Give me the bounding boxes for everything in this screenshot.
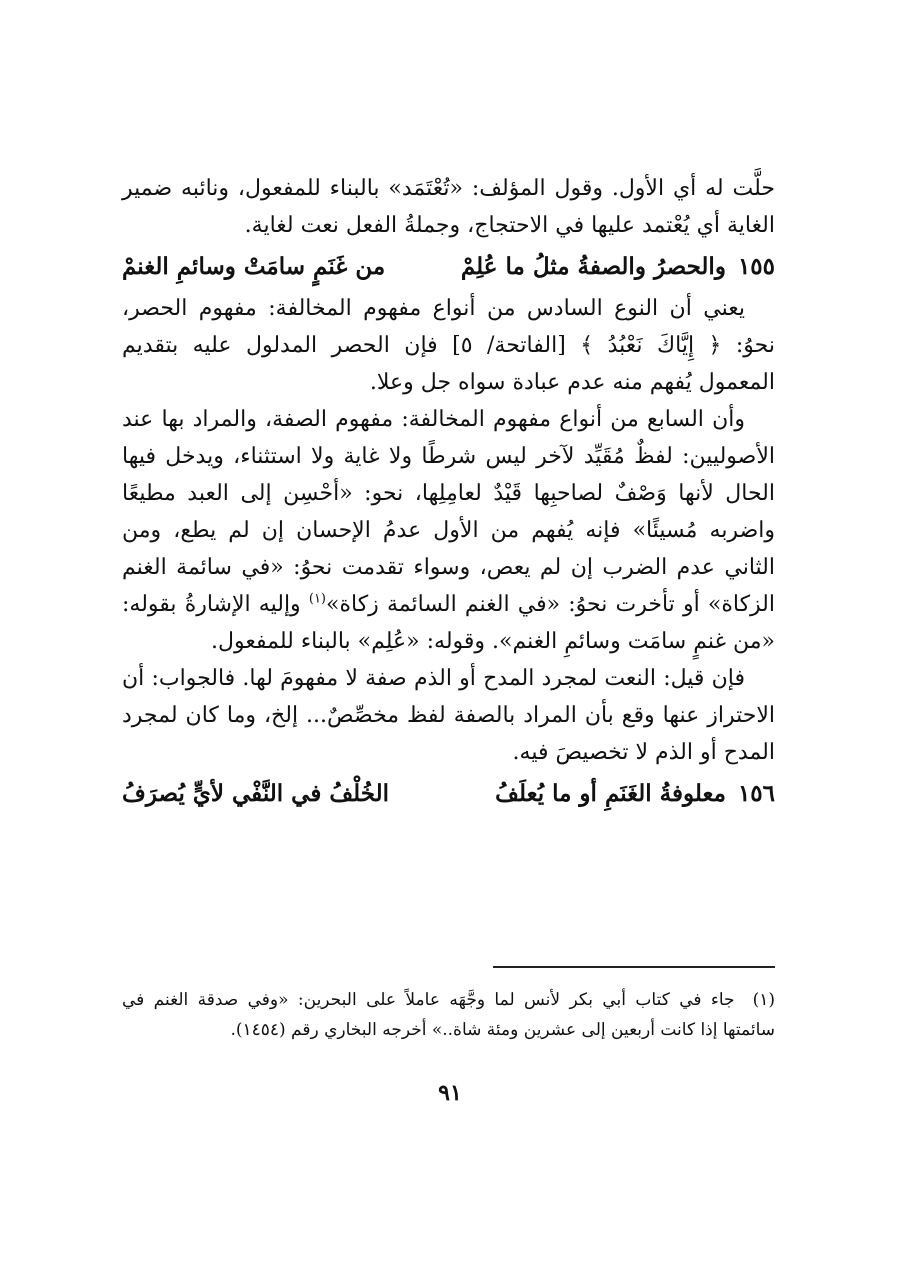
paragraph-sifa-part-2: وإليه الإشارةُ بقوله: «من غنمٍ سامَت وسائمِ الغنم». وقوله: «عُلِم» بالبناء للمفعول.	[122, 592, 775, 654]
verse-155	[122, 248, 775, 286]
verse-number-155: ١٥٥	[737, 253, 775, 280]
paragraph-sifa-part-1: وأن السابع من أنواع مفهوم المخالفة: مفهوم الصفة، والمراد بها عند الأصوليين: لفظٌ مُقَيِّد لآخر ليس شرطًا ولا غاية ولا استثناء، ويدخل فيها الحال لأنها وَصْفٌ لصاحبِها قَيْدٌ لعامِلِها، نحو: «أحْسِن إلى العبد مطيعًا واضربه مُسيئًا» فإنه يُفهم من الأول عدمُ الإحسان إن لم يطع، ومن الثاني عدم الضرب إن لم يعص، وسواء تقدمت نحوُ: «في سائمة الغنم الزكاة» أو تأخرت نحوُ: «في الغنم السائمة زكاة»	[122, 407, 775, 617]
verse-156-hemistich-1: معلوفةُ الغَنَمِ أو ما يُعلَفُ	[495, 780, 726, 807]
verse-156-hemistich-2: الخُلْفُ في النَّفْي لأيٍّ يُصرَفُ	[122, 780, 390, 807]
paragraph-commentary-1: حلَّت له أي الأول. وقول المؤلف: «تُعْتَمَد» بالبناء للمفعول، ونائبه ضمير الغاية أي يُعْتمد عليها في الاحتجاج، وجملةُ الفعل نعت لغاية.	[122, 176, 775, 238]
footnote-divider	[493, 966, 775, 968]
verse-155-hemistich-1: والحصرُ والصفةُ مثلُ ما عُلِمْ	[460, 253, 726, 280]
verse-155-hemistich-2: من غَنَمٍ سامَتْ وسائمِ الغنمْ	[122, 253, 386, 280]
verse-156-hemistichs	[122, 775, 726, 813]
paragraph-objection: فإن قيل: النعت لمجرد المدح أو الذم صفة لا مفهومَ لها. فالجواب: أن الاحتراز عنها وقع بأن المراد بالصفة لفظ مخصِّصٌ... إلخ، وما كان لمجرد المدح أو الذم لا تخصيصَ فيه.	[122, 666, 775, 765]
footnote-1-text: جاء في كتاب أبي بكر لأنس لما وجَّهَه عاملاً على البحرين: «وفي صدقة الغنم في سائمتها إذا كانت أربعين إلى عشرين ومئة شاة..» أخرجه البخاري رقم (١٤٥٤).	[122, 990, 775, 1040]
verse-156	[122, 775, 775, 813]
footnotes-block	[122, 985, 775, 1045]
footnote-1	[122, 985, 775, 1045]
verse-155-hemistichs	[122, 248, 726, 286]
paragraph-sifa	[122, 401, 775, 660]
footnote-reference-1[interactable]: (١)	[308, 591, 326, 607]
footnote-1-number: (١)	[752, 990, 775, 1010]
page-number: ٩١	[438, 1080, 462, 1106]
verse-number-156: ١٥٦	[737, 780, 775, 807]
main-text-block	[122, 170, 775, 817]
paragraph-hasr: يعني أن النوع السادس من أنواع مفهوم المخالفة: مفهوم الحصر، نحوُ: ﴿ إِيَّاكَ نَعْبُدُ ﴾ [الفاتحة/ ٥] فإن الحصر المدلول عليه بتقديم المعمول يُفهم منه عدم عبادة سواه جل وعلا.	[122, 296, 775, 395]
